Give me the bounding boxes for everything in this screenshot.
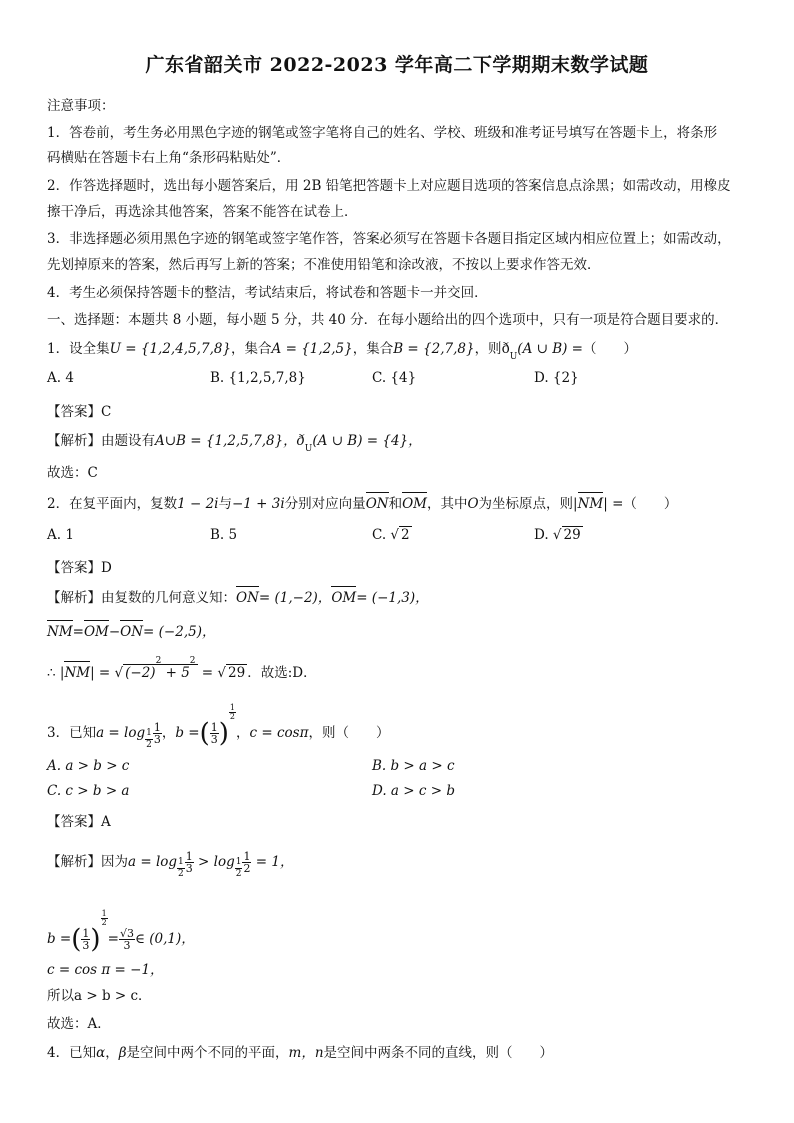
q3-an2-sqrt3: 3 [126, 927, 134, 940]
q3-an1-base2-den: 2 [235, 869, 242, 879]
q3-an1-base1-den: 2 [178, 869, 184, 879]
q2-an2-result: = (−2,5)， [143, 624, 216, 640]
q3-an1-arg1-num: 1 [185, 850, 193, 863]
q1-option-b: B. {1,2,5,7,8} [210, 370, 306, 386]
q3-b-exp-den: 2 [229, 712, 236, 721]
q2-option-d-radicand: 29 [563, 527, 581, 543]
q1-conclusion: 故选：C [47, 465, 98, 481]
q2-option-c-label: C. [372, 527, 387, 543]
q4-stem-c: 是空间中两条不同的直线，则（ ） [323, 1045, 554, 1061]
q3-an2-exp-num: 1 [101, 909, 107, 918]
q3-a-def: a = log [96, 725, 146, 741]
q2-answer: 【答案】D [47, 560, 112, 576]
q1-universal-set: U = {1,2,4,5,7,8} [109, 341, 232, 357]
q3-b-num: 1 [210, 721, 218, 734]
q3-an2-in: ∈ (0,1)， [134, 931, 195, 947]
q1-analysis [47, 429, 422, 454]
q1-complement-sub: U [509, 352, 518, 362]
q4-lines-mn: m，n [288, 1045, 324, 1061]
q3-conclusion: 故选：A． [47, 1016, 111, 1032]
q1-answer-paren: （ ） [583, 341, 637, 357]
q2-stem-b: 与 [218, 496, 232, 512]
q4-alpha: α [96, 1045, 106, 1061]
q3-analysis-head: 【解析】因为 [47, 854, 128, 870]
q3-base-num: 1 [146, 728, 152, 738]
q3-analysis-line-4: 所以a > b > c． [47, 988, 152, 1004]
q1-set-b: B = {2,7,8} [393, 341, 475, 357]
q3-b-exp-num: 1 [229, 703, 236, 712]
question-1-stem [47, 337, 637, 362]
notice-item-3-line-2: 先划掉原来的答案，然后再写上新的答案；不准使用铅笔和涂改液，不按以上要求作答无效． [47, 257, 601, 273]
q4-comma: ， [105, 1045, 119, 1061]
q3-an2-den3: 3 [123, 939, 131, 952]
q3-option-a: A. a > b > c [47, 758, 130, 774]
q1-stem-d: ，则 [474, 341, 502, 357]
q1-answer: 【答案】C [47, 404, 112, 420]
q3-answer: 【答案】A [47, 814, 111, 830]
q1-option-d: D. {2} [534, 370, 579, 386]
q3-arg-num: 1 [153, 721, 161, 734]
q2-an2-minus: − [108, 624, 121, 640]
q1-option-a: A. 4 [47, 370, 74, 386]
q3-arg-den: 3 [153, 733, 161, 746]
q3-b-den: 3 [210, 733, 218, 746]
question-2-stem [47, 492, 677, 512]
q2-analysis-line-3: ∴ |NM| = √ $(-2)^2 + 5^2$ = √ 29 ．故选:D． [47, 656, 317, 681]
q2-option-d-label: D. [534, 527, 549, 543]
q2-origin-o: O [467, 496, 479, 512]
q3-an1-arg2-den: 2 [243, 862, 251, 875]
q2-an2-vector-on: ON [120, 624, 144, 640]
q3-option-b: B. b > a > c [372, 758, 455, 774]
q2-vector-nm: NM [577, 496, 604, 512]
q2-vector-on: ON [365, 496, 389, 512]
q2-an2-vector-om: OM [83, 624, 109, 640]
q2-option-d: D. √ 29 [534, 527, 581, 543]
q2-stem-d: 和 [388, 496, 403, 512]
q3-analysis-line-2: b =( $\frac{1}{3}$ ) $\frac{1}{2}$ = $\frac{√3}{3}$ ∈ (0,1)， [47, 909, 195, 955]
q3-an2-b: b = [47, 931, 72, 947]
page-title: 广东省韶关市 2022-2023 学年高二下学期期末数学试题 [145, 54, 649, 76]
notice-item-1-line-1: 1．答卷前，考生务必用黑色字迹的钢笔或签字笔将自己的姓名、学校、班级和准考证号填写在答题卡上，将条形 [47, 125, 718, 141]
question-4-stem [47, 1041, 553, 1061]
question-3-stem: 3．已知a = log $\frac{1}{2}$ $\frac{1}{3}$ ，b =( $\frac{1}{3}$ ) $\frac{1}{2}$ ，c = cosπ，则（ ） [47, 703, 390, 750]
q3-analysis-line-3: c = cos π = −1， [47, 962, 164, 978]
notice-item-2-line-1: 2．作答选择题时，选出每小题答案后，用 2B 铅笔把答题卡上对应题目选项的答案信息点涂黑；如需改动，用橡皮 [47, 178, 731, 194]
q3-stem-tail: ，则（ ） [308, 725, 390, 741]
notice-item-1-line-2: 码横贴在答题卡右上角“条形码粘贴处”． [47, 150, 291, 166]
q2-complex-2: −1 + 3i [231, 496, 285, 512]
q3-base-den: 2 [146, 740, 152, 750]
q3-an1-gt: > log [193, 854, 235, 870]
q3-stem-a: 3．已知 [47, 725, 97, 741]
q4-stem-a: 4．已知 [47, 1045, 97, 1061]
q2-stem-e: ，其中 [426, 496, 468, 512]
q2-an3-therefore: ∴ [47, 665, 56, 681]
q3-option-d: D. a > c > b [372, 783, 455, 799]
notice-heading: 注意事项： [47, 98, 115, 114]
q1-option-c: C. {4} [372, 370, 417, 386]
q2-an3-tail: ．故选:D． [247, 665, 317, 681]
q3-an2-den: 3 [82, 939, 90, 952]
q2-an2-vector-nm: NM [47, 624, 73, 640]
q1-analysis-expr: A∪B = {1,2,5,7,8}，ð [155, 433, 305, 449]
q3-an2-num: 1 [82, 927, 90, 940]
q3-an2-exp-den: 2 [101, 918, 107, 927]
q2-analysis-head: 【解析】由复数的几何意义知： [47, 590, 236, 606]
q4-stem-b: 是空间中两个不同的平面， [126, 1045, 289, 1061]
q1-analysis-expr2: (A ∪ B) = {4}， [312, 433, 422, 449]
q1-set-a: A = {1,2,5} [271, 341, 353, 357]
section-heading: 一、选择题：本题共 8 小题，每小题 5 分，共 40 分．在每小题给出的四个选项中，只有一项是符合题目要求的． [47, 312, 729, 328]
q2-stem-g: | =（ ） [603, 496, 678, 512]
q2-an3-rad: (−2) [125, 665, 156, 681]
q3-an1-eq: = 1， [251, 854, 294, 870]
q2-an2-eq: = [72, 624, 84, 640]
q2-an3-vector-nm: NM [64, 665, 91, 681]
q3-an2-eq: = [107, 931, 119, 947]
notice-item-2-line-2: 擦干净后，再选涂其他答案，答案不能答在试卷上． [47, 204, 358, 220]
notice-item-4: 4．考生必须保持答题卡的整洁，考试结束后，将试卷和答题卡一并交回． [47, 285, 488, 301]
q2-option-c: C. √ 2 [372, 527, 410, 543]
q3-an1-base2-num: 1 [235, 857, 242, 867]
q1-stem-b: ，集合 [231, 341, 272, 357]
q1-union-expr: (A ∪ B) = [517, 341, 583, 357]
q2-an3-rad2: + 5 [161, 665, 190, 681]
q1-stem-a: 1．设全集 [47, 341, 110, 357]
q3-an1-arg1-den: 3 [185, 862, 193, 875]
q2-an3-eq: = [197, 665, 218, 681]
q2-stem-c: 分别对应向量 [284, 496, 366, 512]
q2-analysis-line-2 [47, 620, 215, 640]
q2-an-vector-om: OM [331, 590, 357, 606]
q2-stem-a: 2．在复平面内，复数 [47, 496, 178, 512]
q2-an-vector-on: ON [236, 590, 259, 606]
q2-an-om-value: = (−1,3)， [356, 590, 429, 606]
q3-b-def: b = [175, 725, 200, 741]
q3-c-def: c = cosπ [249, 725, 309, 741]
q3-an1-arg2-num: 1 [243, 850, 251, 863]
notice-item-3-line-1: 3．非选择题必须用黑色字迹的钢笔或签字笔作答，答案必须写在答题卡各题目指定区域内相应位置上；如需改动， [47, 231, 731, 247]
q2-an3-result: 29 [228, 665, 246, 681]
q2-stem-f: 为坐标原点，则| [478, 496, 578, 512]
q1-complement-symbol: ð [501, 341, 510, 357]
q1-stem-c: ，集合 [352, 341, 394, 357]
q2-analysis-line-1 [47, 586, 429, 606]
q3-an1-base1-num: 1 [178, 857, 184, 867]
q1-analysis-head: 【解析】由题设有 [47, 433, 155, 449]
q2-vector-om: OM [402, 496, 427, 512]
q2-option-a: A. 1 [47, 527, 74, 543]
q3-option-c: C. c > b > a [47, 783, 130, 799]
q1-analysis-sub: U [304, 444, 313, 454]
q2-option-c-radicand: 2 [401, 527, 410, 543]
q4-beta: β [118, 1045, 127, 1061]
q3-an1-a: a = log [128, 854, 178, 870]
q2-complex-1: 1 − 2i [177, 496, 219, 512]
q2-an-on-value: = (1,−2)， [258, 590, 332, 606]
q3-analysis-line-1 [47, 850, 293, 880]
q2-option-b: B. 5 [210, 527, 238, 543]
